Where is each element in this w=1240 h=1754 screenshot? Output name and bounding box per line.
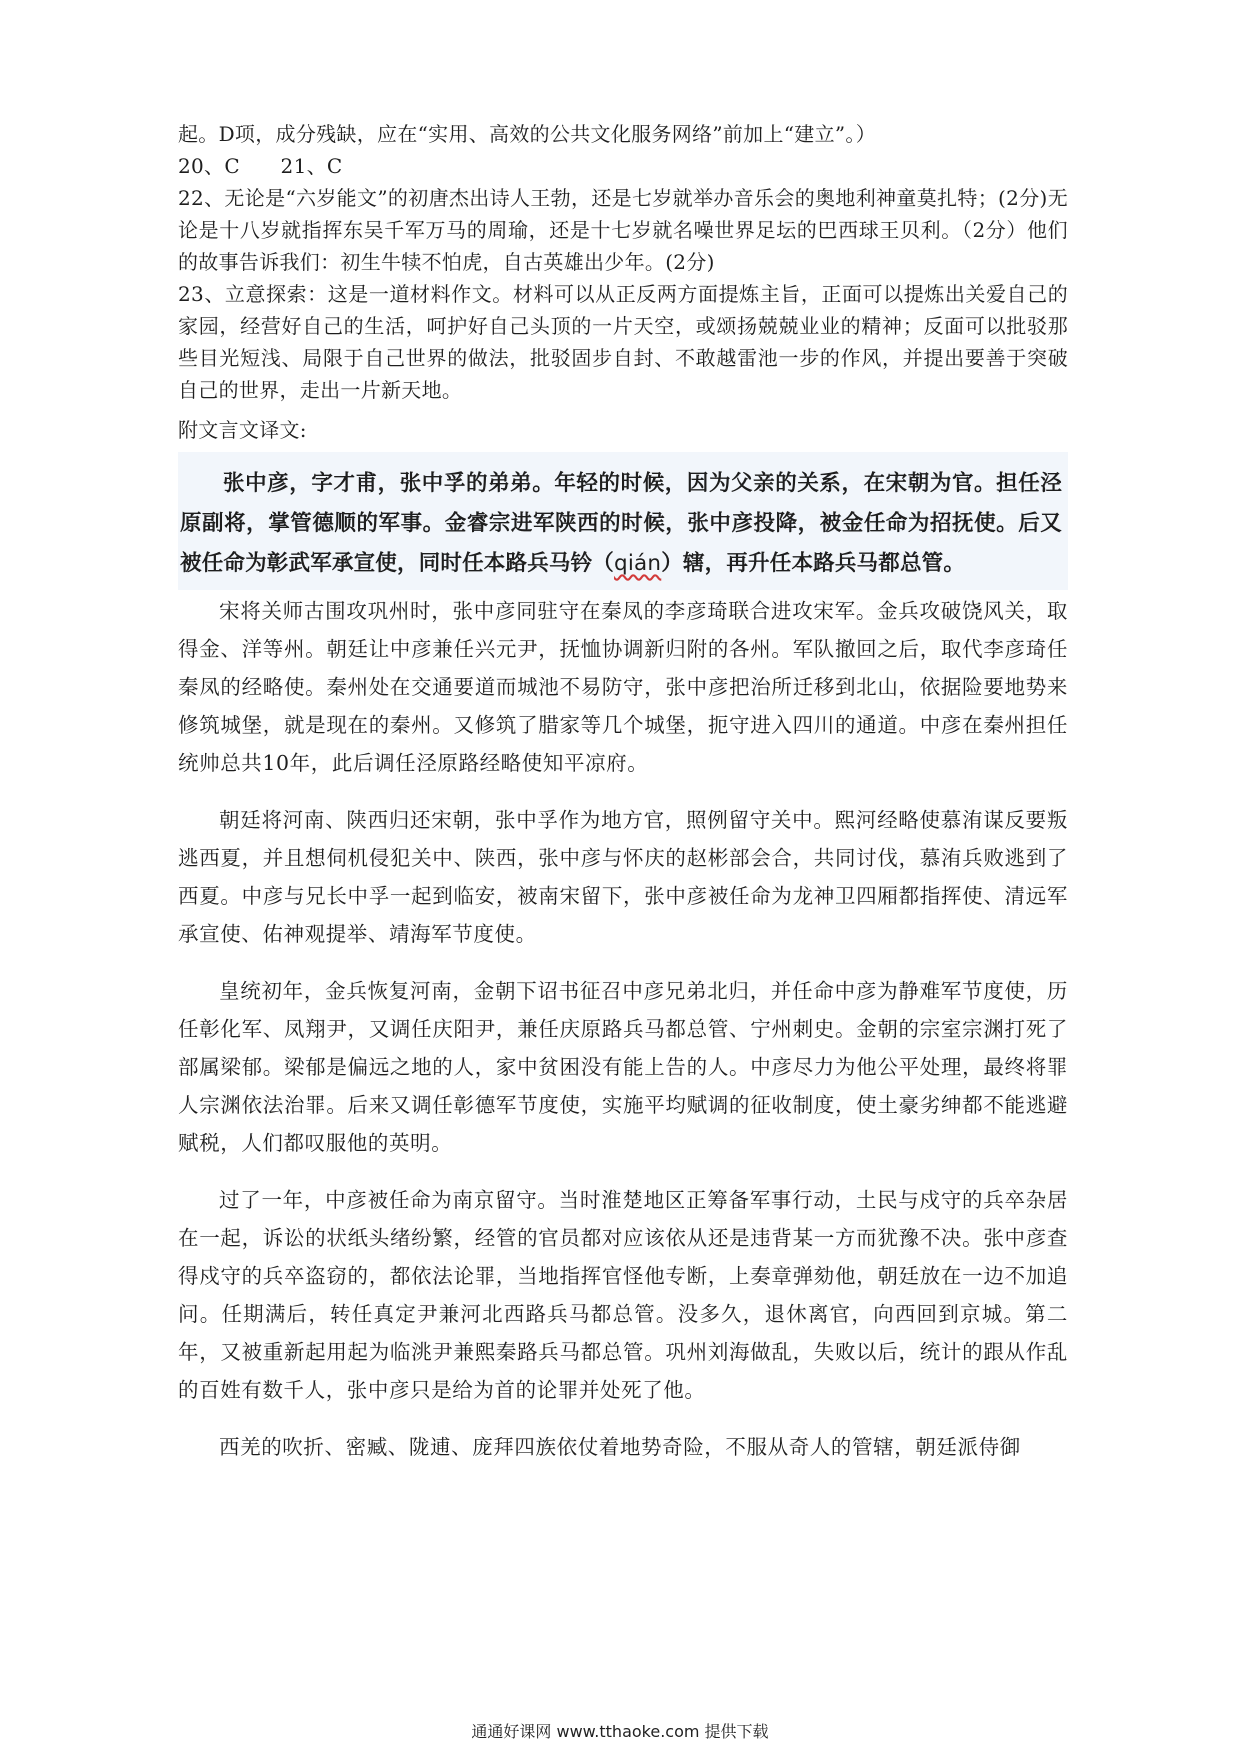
translation-paragraph: 皇统初年，金兵恢复河南，金朝下诏书征召中彦兄弟北归，并任命中彦为静难军节度使，历任彰化军、凤翔尹，又调任庆阳尹，兼任庆原路兵马都总管、宁州刺史。金朝的宗室宗渊打死了部属梁郁。梁郁是偏远之地的人，家中贫困没有能上告的人。中彦尽力为他公平处理，最终将罪人宗渊依法治罪。后来又调任彰德军节度使，实施平均赋调的征收制度，使土豪劣绅都不能逃避赋税，人们都叹服他的英明。 [178, 979, 1068, 1155]
translation-paragraph: 西羌的吹折、密臧、陇逋、庞拜四族依仗着地势奇险，不服从奇人的管辖，朝廷派侍御 [219, 1435, 1021, 1459]
document-page [178, 118, 1068, 1485]
translation-paragraph: 宋将关师古围攻巩州时，张中彦同驻守在秦凤的李彦琦联合进攻宋军。金兵攻破饶风关，取得金、洋等州。朝廷让中彦兼任兴元尹，抚恤协调新归附的各州。军队撤回之后，取代李彦琦任秦凤的经略使。秦州处在交通要道而城池不易防守，张中彦把治所迁移到北山，依据险要地势来修筑城堡，就是现在的秦州。又修筑了腊家等几个城堡，扼守进入四川的通道。中彦在秦州担任统帅总共10年，此后调任泾原路经略使知平凉府。 [178, 599, 1068, 775]
page-footer: 通通好课网 www.tthaoke.com 提供下载 [471, 1722, 769, 1741]
translation-heading: 附文言文译文: [178, 418, 307, 442]
highlighted-translation-paragraph [178, 452, 1068, 590]
answer-23-paragraph: 23、立意探索：这是一道材料作文。材料可以从正反两方面提炼主旨，正面可以提炼出关爱自己的家园，经营好自己的生活，呵护好自己头顶的一片天空，或颂扬兢兢业业的精神；反面可以批驳那些目光短浅、局限于自己世界的做法，批驳固步自封、不敢越雷池一步的作风，并提出要善于突破自己的世界，走出一片新天地。 [178, 282, 1068, 402]
answer-22-paragraph: 22、无论是“六岁能文”的初唐杰出诗人王勃，还是七岁就举办音乐会的奥地利神童莫扎特；(2分)无论是十八岁就指挥东吴千军万马的周瑜，还是十七岁就名噪世界足坛的巴西球王贝利。（2分）他们的故事告诉我们：初生牛犊不怕虎，自古英雄出少年。(2分) [178, 186, 1068, 274]
pinyin-annotation: qián [614, 551, 662, 576]
translation-body [178, 592, 1068, 1466]
highlight-text [180, 464, 1062, 584]
translation-paragraph: 朝廷将河南、陕西归还宋朝，张中孚作为地方官，照例留守关中。熙河经略使慕洧谋反要叛逃西夏，并且想伺机侵犯关中、陕西，张中彦与怀庆的赵彬部会合，共同讨伐，慕洧兵败逃到了西夏。中彦与兄长中孚一起到临安，被南宋留下，张中彦被任命为龙神卫四厢都指挥使、清远军承宣使、佑神观提举、靖海军节度使。 [178, 808, 1068, 946]
highlight-text-before: 张中彦，字才甫，张中孚的弟弟。年轻的时候，因为父亲的关系，在宋朝为官。担任泾原副将，掌管德顺的军事。金睿宗进军陕西的时候，张中彦投降，被金任命为招抚使。后又被任命为彰武军承宣使，同时任本路兵马钤（ [180, 471, 1062, 576]
translation-paragraph: 过了一年，中彦被任命为南京留守。当时淮楚地区正筹备军事行动，土民与戍守的兵卒杂居在一起，诉讼的状纸头绪纷繁，经管的官员都对应该依从还是违背某一方而犹豫不决。张中彦查得戍守的兵卒盗窃的，都依法论罪，当地指挥官怪他专断，上奏章弹劾他，朝廷放在一边不加追问。任期满后，转任真定尹兼河北西路兵马都总管。没多久，退休离官，向西回到京城。第二年，又被重新起用起为临洮尹兼熙秦路兵马都总管。巩州刘海做乱，失败以后，统计的跟从作乱的百姓有数千人，张中彦只是给为首的论罪并处死了他。 [178, 1188, 1068, 1402]
highlight-text-after: ）辖，再升任本路兵马都总管。 [661, 551, 966, 576]
answer-20-21-line: 20、C 21、C [178, 154, 343, 178]
answer-d-item-line: 起。D项，成分残缺，应在“实用、高效的公共文化服务网络”前加上“建立”。） [178, 122, 877, 146]
answer-section [178, 118, 1068, 446]
